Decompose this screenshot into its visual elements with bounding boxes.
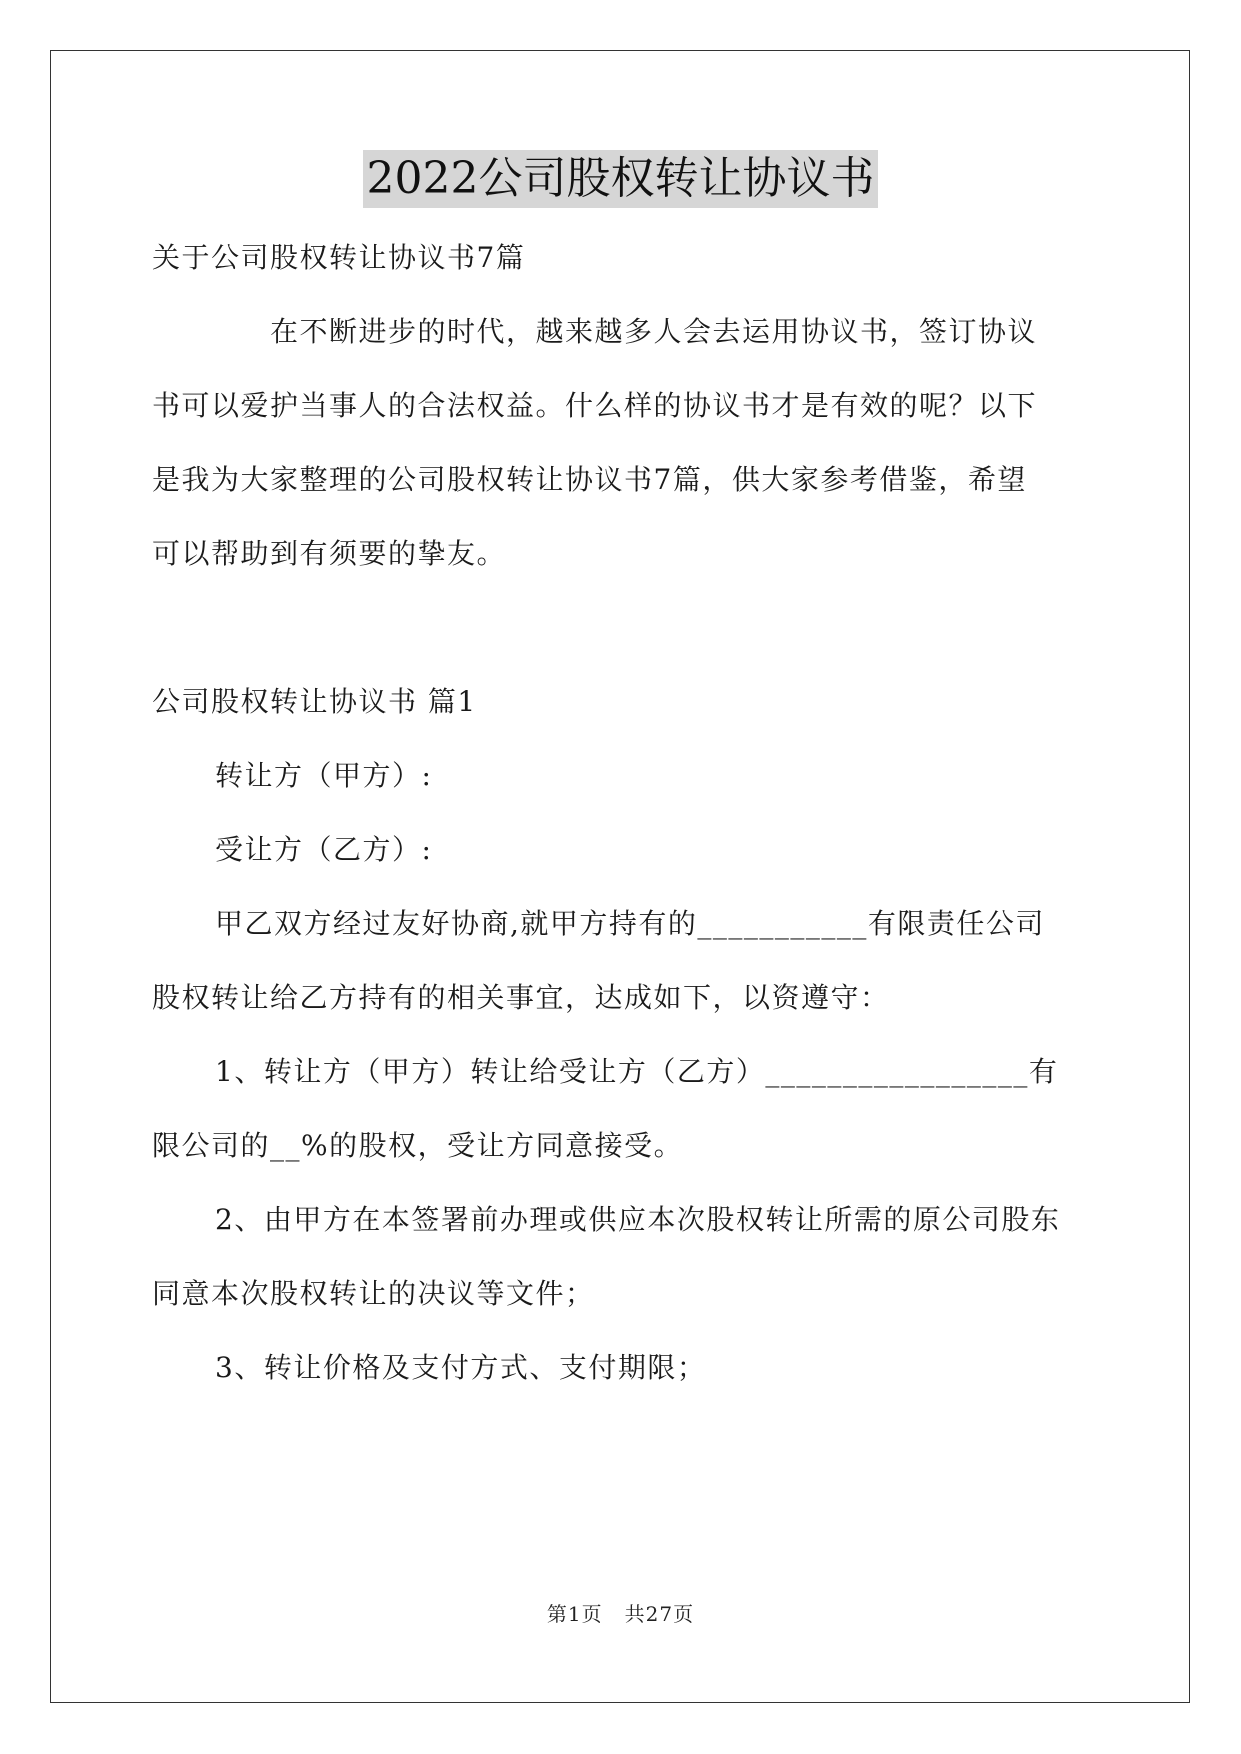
document-title: 2022公司股权转让协议书 [363, 150, 879, 208]
title-container [0, 150, 1241, 208]
subtitle-line: 关于公司股权转让协议书7篇 [152, 241, 526, 274]
clause-2-line-1: 2、由甲方在本签署前办理或供应本次股权转让所需的原公司股东 [215, 1203, 1061, 1236]
page-footer [0, 1600, 1241, 1628]
transferee-label: 受让方（乙方）: [215, 833, 433, 866]
clause-1-line-1: 1、转让方（甲方）转让给受让方（乙方）_________________有 [215, 1055, 1059, 1088]
page-number: 第1页 [546, 1602, 603, 1626]
page-total: 共27页 [624, 1602, 695, 1626]
clause-2-line-2: 同意本次股权转让的决议等文件； [152, 1277, 595, 1310]
clause-1-line-2: 限公司的__%的股权，受让方同意接受。 [152, 1129, 684, 1162]
page-border [50, 50, 1190, 1703]
intro-line-3: 是我为大家整理的公司股权转让协议书7篇，供大家参考借鉴，希望 [152, 463, 1027, 496]
clause-3-line-1: 3、转让价格及支付方式、支付期限； [215, 1351, 707, 1384]
section-heading: 公司股权转让协议书 篇1 [152, 685, 477, 718]
intro-line-2: 书可以爱护当事人的合法权益。什么样的协议书才是有效的呢？以下 [152, 389, 1038, 422]
intro-line-4: 可以帮助到有须要的挚友。 [152, 537, 507, 570]
transferor-label: 转让方（甲方）: [215, 759, 433, 792]
clause-intro-line-1: 甲乙双方经过友好协商,就甲方持有的___________有限责任公司 [215, 907, 1045, 940]
intro-line-1: 在不断进步的时代，越来越多人会去运用协议书，签订协议 [270, 315, 1038, 348]
clause-intro-line-2: 股权转让给乙方持有的相关事宜，达成如下，以资遵守： [152, 981, 890, 1014]
